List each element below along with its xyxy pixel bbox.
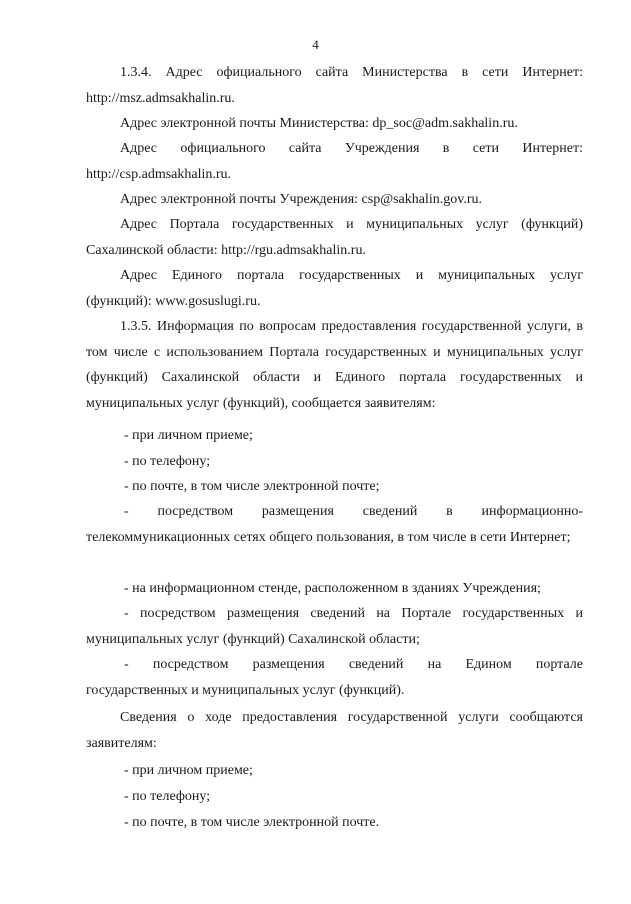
paragraph-institution-email: Адрес электронной почты Учреждения: csp@sakhalin.gov.ru. [120,192,482,207]
paragraph-1-3-5: 1.3.5. Информация по вопросам предоставления государственной услуги, в том числе с использованием Портала государственных и муниципальных услуг (функций) Сахалинской области и Единого портала государственных и муниципальных услуг (функций), сообщается заявителям: [86,319,583,411]
paragraph-progress-info: Сведения о ходе предоставления государственной услуги сообщаются заявителям: [86,710,583,751]
page-number: 4 [312,37,319,52]
paragraph-line: Адрес официального сайта Учреждения в сети Интернет: [120,141,583,156]
paragraph-line: http://csp.admsakhalin.ru. [86,167,232,182]
paragraph-line: государственных и муниципальных услуг (функций). [86,683,405,698]
paragraph-line: - посредством размещения сведений в информационно- [124,504,583,519]
list-item: - по почте, в том числе электронной почте. [124,815,380,830]
list-item: - при личном приеме; [124,428,253,443]
list-item: - при личном приеме; [124,763,253,778]
list-item: - посредством размещения сведений на Портале государственных и муниципальных услуг (функций) Сахалинской области; [86,606,583,647]
paragraph-regional-portal: Адрес Портала государственных и муниципальных услуг (функций) Сахалинской области: http://rgu.admsakhalin.ru. [86,217,583,258]
list-item: - по телефону; [124,789,211,804]
paragraph-line: 1.3.4. Адрес официального сайта Министерства в сети Интернет: [120,65,583,80]
list-item: - по телефону; [124,454,211,469]
paragraph-unified-portal: Адрес Единого портала государственных и муниципальных услуг (функций): www.gosuslugi.ru. [86,268,583,309]
paragraph-line: http://msz.admsakhalin.ru. [86,91,235,106]
paragraph-line: - посредством размещения сведений на Едином портале [124,657,583,672]
list-item: - на информационном стенде, расположенном в зданиях Учреждения; [124,581,541,596]
paragraph-ministry-email: Адрес электронной почты Министерства: dp_soc@adm.sakhalin.ru. [120,116,518,131]
list-item: - по почте, в том числе электронной почте; [124,479,380,494]
paragraph-line: телекоммуникационных сетях общего пользования, в том числе в сети Интернет; [86,530,571,545]
